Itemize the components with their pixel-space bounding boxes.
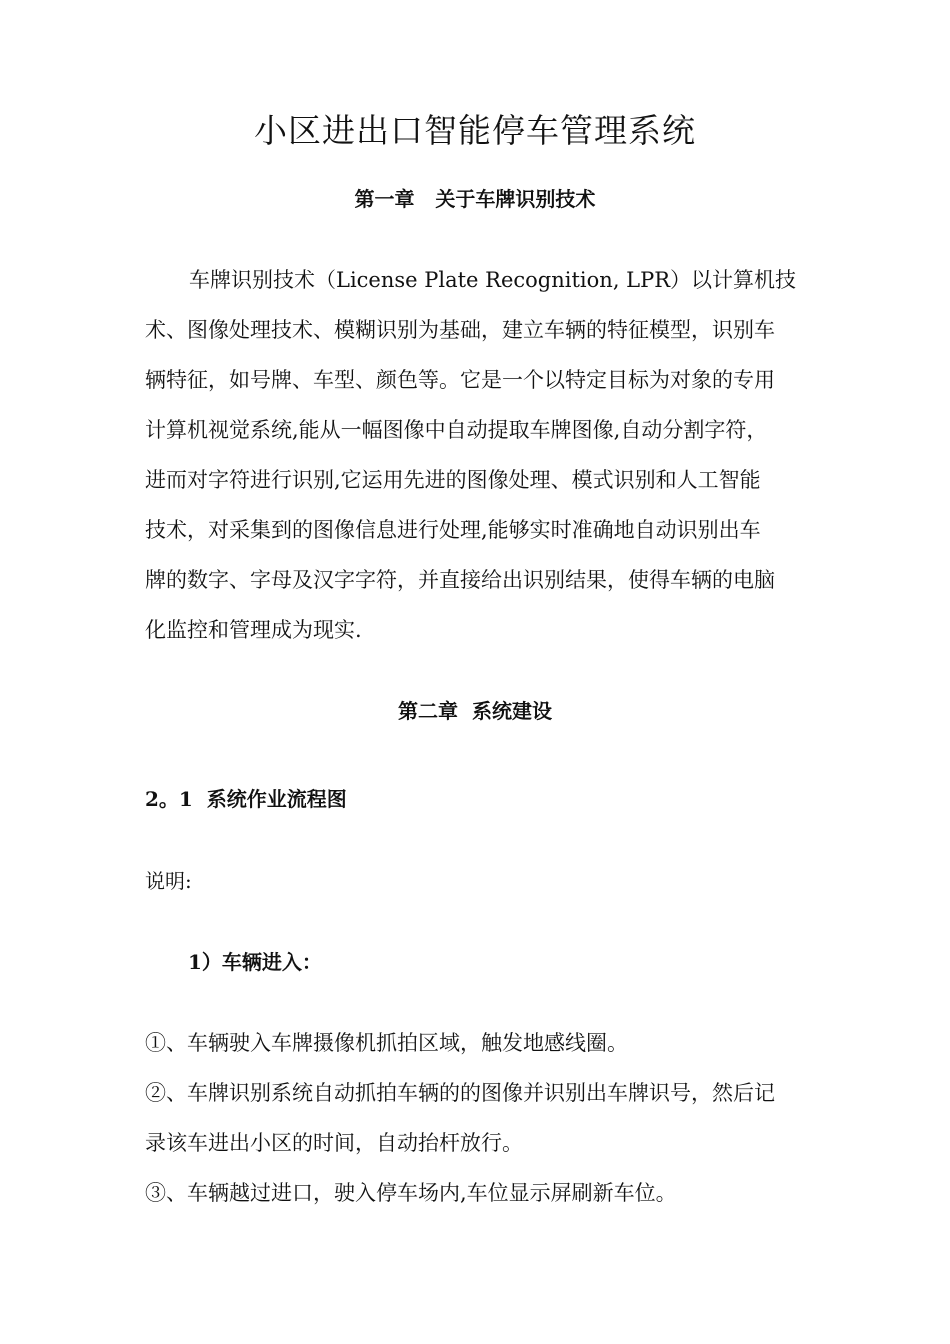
chapter-2-heading: 第二章 系统建设 (398, 699, 552, 723)
step-line: 录该车进出小区的时间，自动抬杆放行。 (145, 1131, 523, 1155)
vehicle-entry-steps (145, 1018, 825, 1218)
paragraph-line: 计算机视觉系统,能从一幅图像中自动提取车牌图像,自动分割字符， (145, 418, 768, 442)
paragraph-line: 技术，对采集到的图像信息进行处理,能够实时准确地自动识别出车 (145, 518, 761, 542)
paragraph-line: 牌的数字、字母及汉字字符，并直接给出识别结果，使得车辆的电脑 (145, 568, 775, 592)
section-2-1-heading: 2。1 系统作业流程图 (145, 787, 347, 811)
step-line: ③、车辆越过进口，驶入停车场内,车位显示屏刷新车位。 (145, 1181, 677, 1205)
step-line: ①、车辆驶入车牌摄像机抓拍区域，触发地感线圈。 (145, 1031, 628, 1055)
note-label: 说明: (145, 869, 192, 893)
chapter-1-heading: 第一章 关于车牌识别技术 (354, 187, 596, 211)
document-title: 小区进出口智能停车管理系统 (254, 111, 696, 151)
vehicle-entry-heading: 1）车辆进入： (188, 950, 322, 974)
step-line: ②、车牌识别系统自动抓拍车辆的的图像并识别出车牌识号，然后记 (145, 1081, 775, 1105)
paragraph-line: 进而对字符进行识别,它运用先进的图像处理、模式识别和人工智能 (145, 468, 761, 492)
paragraph-line: 术、图像处理技术、模糊识别为基础，建立车辆的特征模型，识别车 (145, 318, 775, 342)
chapter-1-paragraph (145, 255, 825, 655)
paragraph-line: 辆特征，如号牌、车型、颜色等。它是一个以特定目标为对象的专用 (145, 368, 775, 392)
paragraph-line: 化监控和管理成为现实. (145, 618, 362, 642)
paragraph-line: 车牌识别技术（License Plate Recognition, LPR）以计算机技 (189, 268, 797, 292)
